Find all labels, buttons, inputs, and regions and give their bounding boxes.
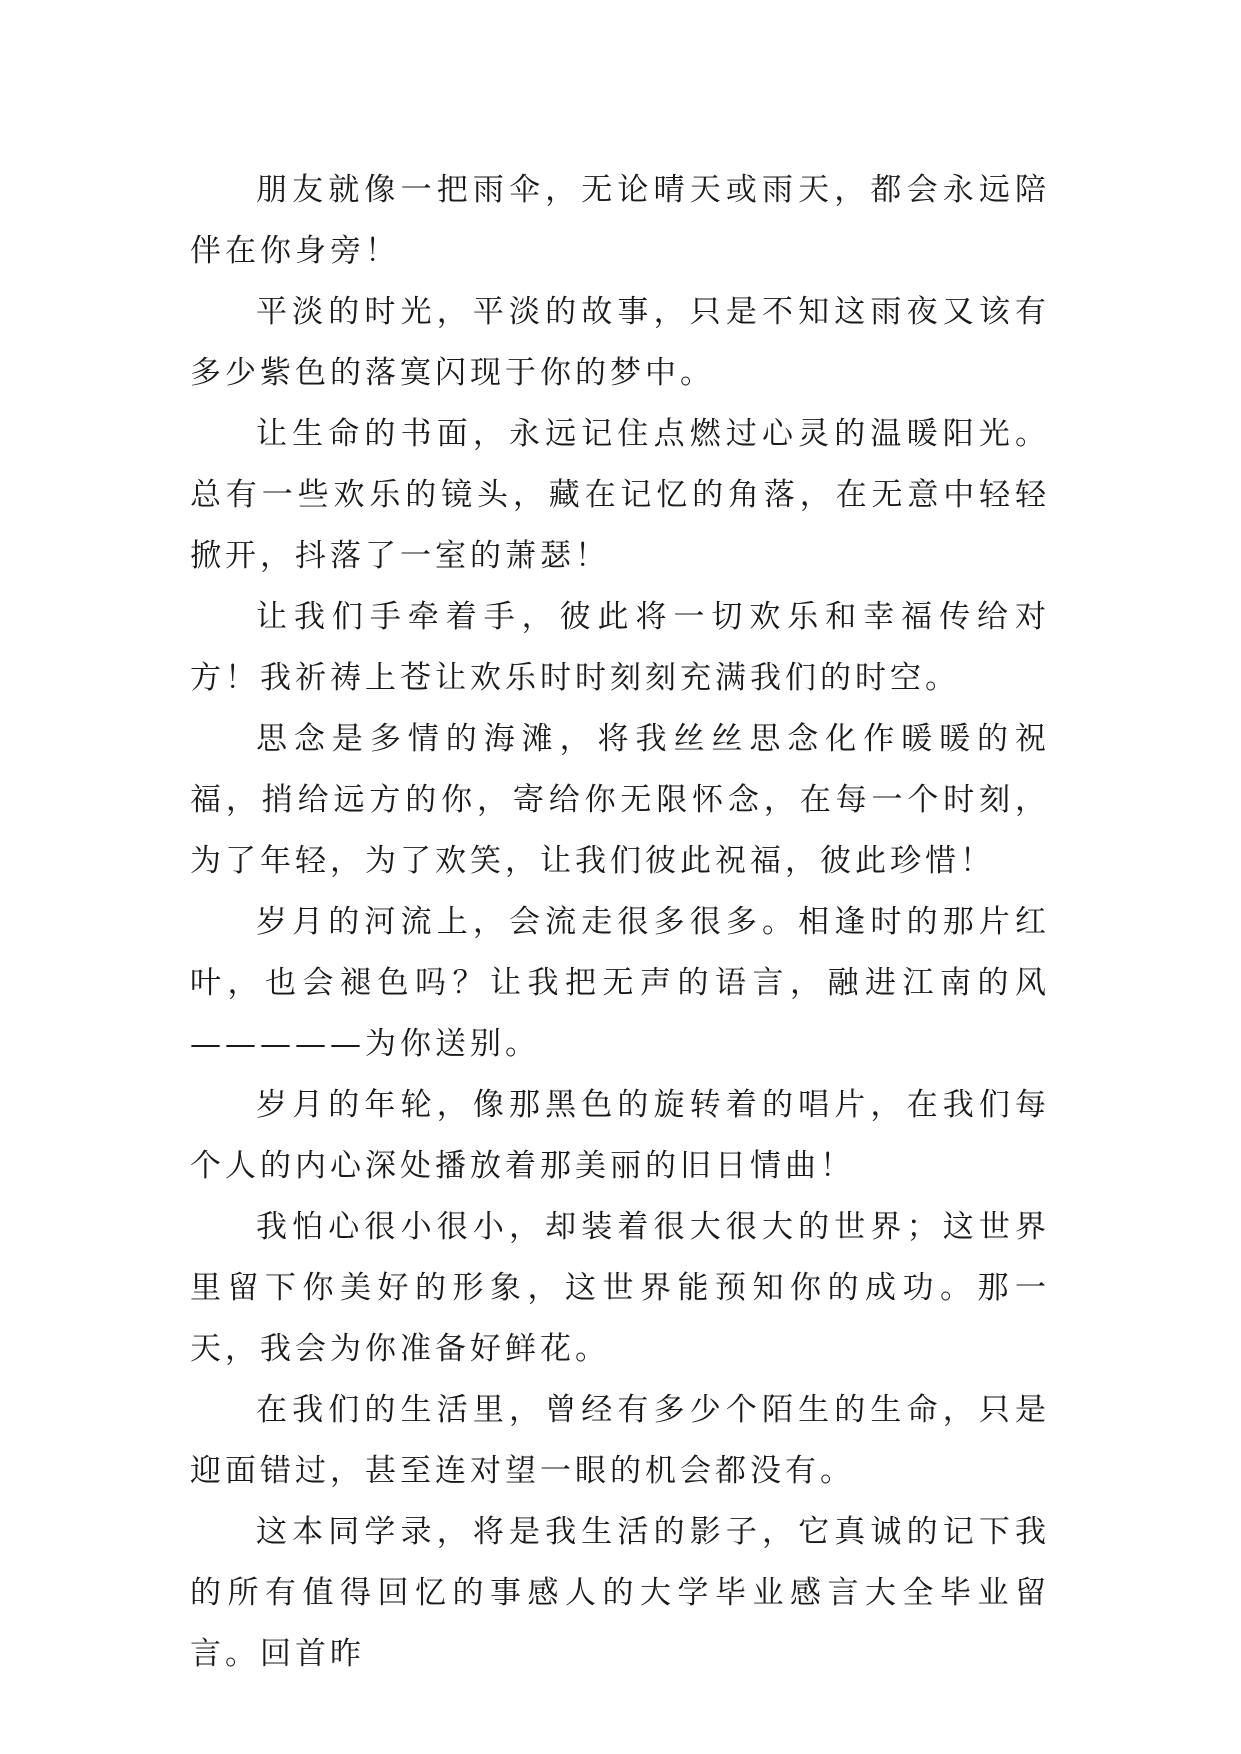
paragraph-6: 岁月的河流上，会流走很多很多。相逢时的那片红叶，也会褪色吗？让我把无声的语言，融进江南的风—————为你送别。 [190,904,1050,1062]
paragraph-7: 岁月的年轮，像那黑色的旋转着的唱片，在我们每个人的内心深处播放着那美丽的旧日情曲！ [190,1087,1050,1184]
paragraph-9: 在我们的生活里，曾经有多少个陌生的生命，只是迎面错过，甚至连对望一眼的机会都没有。 [190,1392,1050,1489]
paragraph-10: 这本同学录，将是我生活的影子，它真诚的记下我的所有值得回忆的事感人的大学毕业感言大全毕业留言。回首昨 [190,1514,1050,1672]
paragraph-2: 平淡的时光，平淡的故事，只是不知这雨夜又该有多少紫色的落寞闪现于你的梦中。 [190,294,1050,391]
paragraph-4: 让我们手牵着手，彼此将一切欢乐和幸福传给对方！我祈祷上苍让欢乐时时刻刻充满我们的时空。 [190,599,1050,696]
paragraph-8: 我怕心很小很小，却装着很大很大的世界；这世界里留下你美好的形象，这世界能预知你的成功。那一天，我会为你准备好鲜花。 [190,1209,1050,1367]
paragraph-5: 思念是多情的海滩，将我丝丝思念化作暖暖的祝福，捎给远方的你，寄给你无限怀念，在每一个时刻，为了年轻，为了欢笑，让我们彼此祝福，彼此珍惜！ [190,721,1050,879]
paragraph-1: 朋友就像一把雨伞，无论晴天或雨天，都会永远陪伴在你身旁！ [190,172,1050,269]
paragraph-3: 让生命的书面，永远记住点燃过心灵的温暖阳光。总有一些欢乐的镜头，藏在记忆的角落，在无意中轻轻掀开，抖落了一室的萧瑟！ [190,416,1050,574]
document-page [190,160,1050,1685]
